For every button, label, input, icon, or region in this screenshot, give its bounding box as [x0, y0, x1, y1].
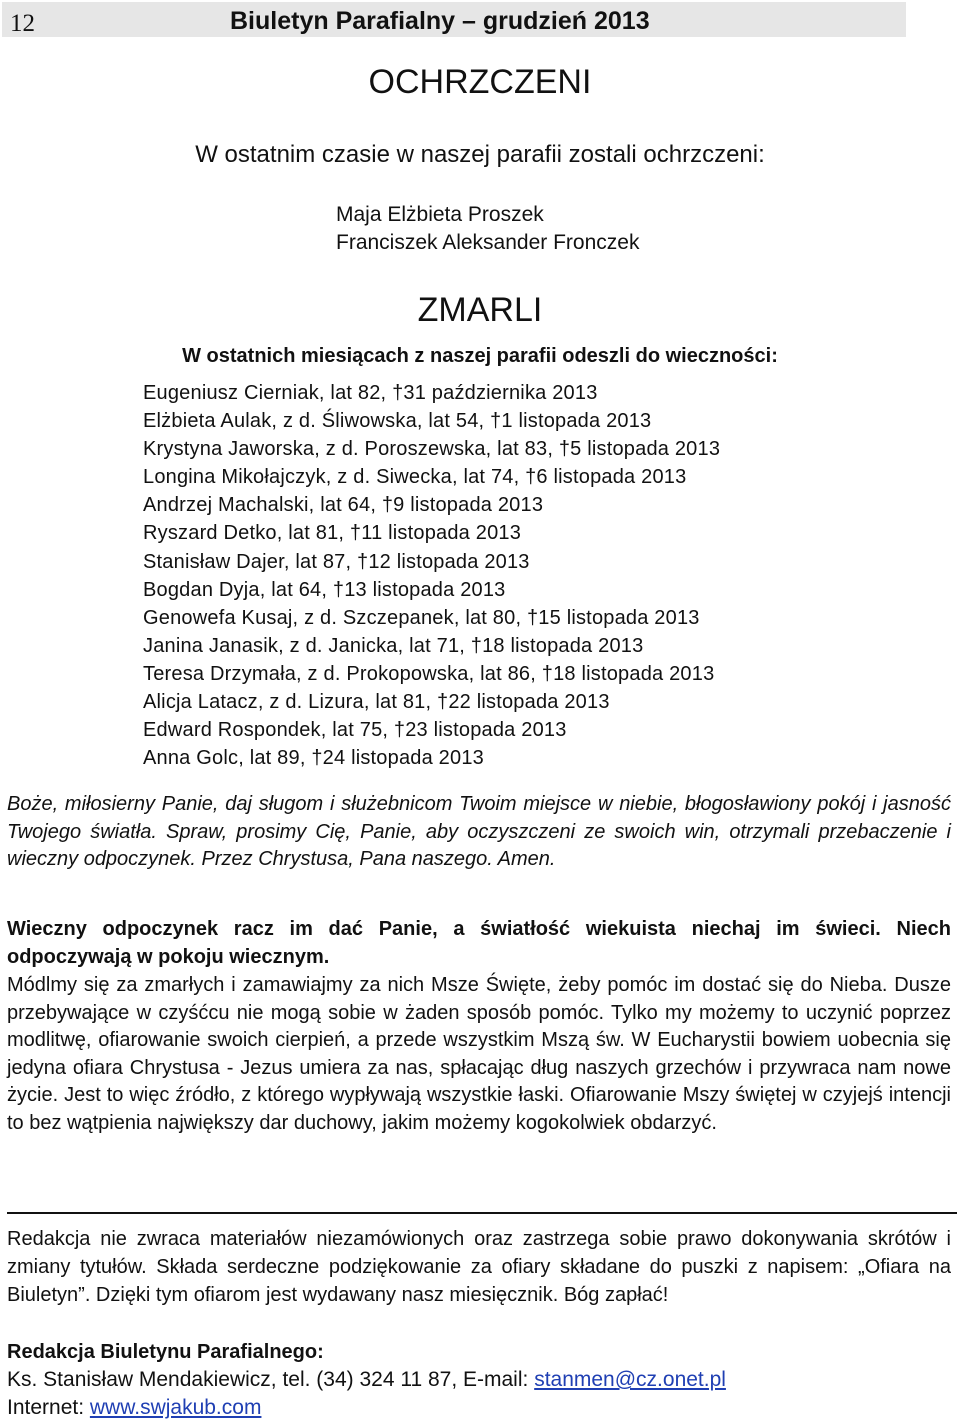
- eternal-rest-prayer: Wieczny odpoczynek racz im dać Panie, a światłość wiekuista niechaj im świeci. Niech odpoczywają w pokoju wiecznym.: [7, 918, 951, 968]
- deceased-entry: Krystyna Jaworska, z d. Poroszewska, lat 83, †5 listopada 2013: [143, 438, 721, 461]
- contact-line: [7, 1366, 726, 1394]
- deceased-entry: Alicja Latacz, z d. Lizura, lat 81, †22 listopada 2013: [143, 691, 610, 714]
- baptized-intro: W ostatnim czasie w naszej parafii zostali ochrzczeni:: [195, 141, 765, 168]
- deceased-entry: Stanisław Dajer, lat 87, †12 listopada 2013: [143, 550, 530, 573]
- email-link[interactable]: stanmen@cz.onet.pl: [534, 1368, 726, 1391]
- deceased-entry: Longina Mikołajczyk, z d. Siwecka, lat 74, †6 listopada 2013: [143, 466, 687, 489]
- baptized-heading: OCHRZCZENI: [368, 63, 592, 101]
- deceased-entry: Andrzej Machalski, lat 64, †9 listopada 2013: [143, 494, 544, 517]
- contact-text: Ks. Stanisław Mendakiewicz, tel. (34) 324 11 87, E-mail:: [7, 1368, 535, 1391]
- prayer-paragraph: Boże, miłosierny Panie, daj sługom i służebnicom Twoim miejsce w niebie, błogosławiony pokój i jasność Twojego światła. Spraw, prosimy Cię, Panie, aby oczyszczeni ze swoich win, otrzymali przebaczenie i wieczny odpoczynek. Przez Chrystusa, Pana naszego. Amen.: [7, 793, 951, 870]
- deceased-entry: Elżbieta Aulak, z d. Śliwowska, lat 54, †1 listopada 2013: [143, 410, 652, 433]
- header-bar: [2, 2, 906, 37]
- deceased-entry: Teresa Drzymała, z d. Prokopowska, lat 86, †18 listopada 2013: [143, 662, 715, 685]
- footer: [7, 1338, 726, 1422]
- baptized-name: Franciszek Aleksander Fronczek: [336, 231, 640, 254]
- deceased-entry: Anna Golc, lat 89, †24 listopada 2013: [143, 747, 484, 770]
- exhortation-paragraph: Módlmy się za zmarłych i zamawiajmy za nich Msze Święte, żeby pomóc im dostać się do Nieba. Dusze przebywające w czyśćcu nie mogą sobie w żaden sposób pomóc. Tylko my możemy to uczynić poprzez modlitwę, ofiarowanie swoich cierpień, a przede wszystkim Mszą św. W Eucharystii bowiem uobecnia się jedyna ofiara Chrystusa - Jezus umiera za nas, spłacając dług naszych grzechów i przywraca nam nowe życie. Jest to więc źródło, z którego wypływają wszystkie łaski. Ofiarowanie Mszy świętej w czyjejś intencji to bez wątpienia największy dar duchowy, jakim możemy kogokolwiek obdarzyć.: [7, 974, 951, 1134]
- internet-label: Internet:: [7, 1396, 90, 1419]
- deceased-entry: Edward Rospondek, lat 75, †23 listopada 2013: [143, 719, 567, 742]
- deceased-entry: Bogdan Dyja, lat 64, †13 listopada 2013: [143, 578, 506, 601]
- bulletin-title: Biuletyn Parafialny – grudzień 2013: [230, 7, 650, 35]
- divider: [7, 1212, 957, 1214]
- editorial-note: Redakcja nie zwraca materiałów niezamówionych oraz zastrzega sobie prawo dokonywania skrótów i zmiany tytułów. Składa serdeczne podziękowanie za ofiary składane do puszki z napisem: „Ofiara na Biuletyn”. Dzięki tym ofiarom jest wydawany nasz miesięcznik. Bóg zapłać!: [7, 1228, 951, 1306]
- deceased-list: [143, 379, 720, 772]
- baptized-list: [336, 201, 639, 257]
- deceased-heading: ZMARLI: [417, 291, 543, 329]
- deceased-intro: W ostatnich miesiącach z naszej parafii odeszli do wieczności:: [182, 345, 778, 367]
- deceased-entry: Janina Janasik, z d. Janicka, lat 71, †18 listopada 2013: [143, 634, 644, 657]
- internet-line: [7, 1394, 726, 1422]
- baptized-name: Maja Elżbieta Proszek: [336, 203, 544, 226]
- website-link[interactable]: www.swjakub.com: [89, 1396, 262, 1419]
- editorial-team-heading: Redakcja Biuletynu Parafialnego:: [7, 1341, 324, 1363]
- deceased-entry: Genowefa Kusaj, z d. Szczepanek, lat 80, †15 listopada 2013: [143, 606, 700, 629]
- deceased-entry: Eugeniusz Cierniak, lat 82, †31 października 2013: [143, 382, 598, 404]
- page-number: 12: [10, 10, 35, 37]
- deceased-entry: Ryszard Detko, lat 81, †11 listopada 2013: [143, 522, 522, 545]
